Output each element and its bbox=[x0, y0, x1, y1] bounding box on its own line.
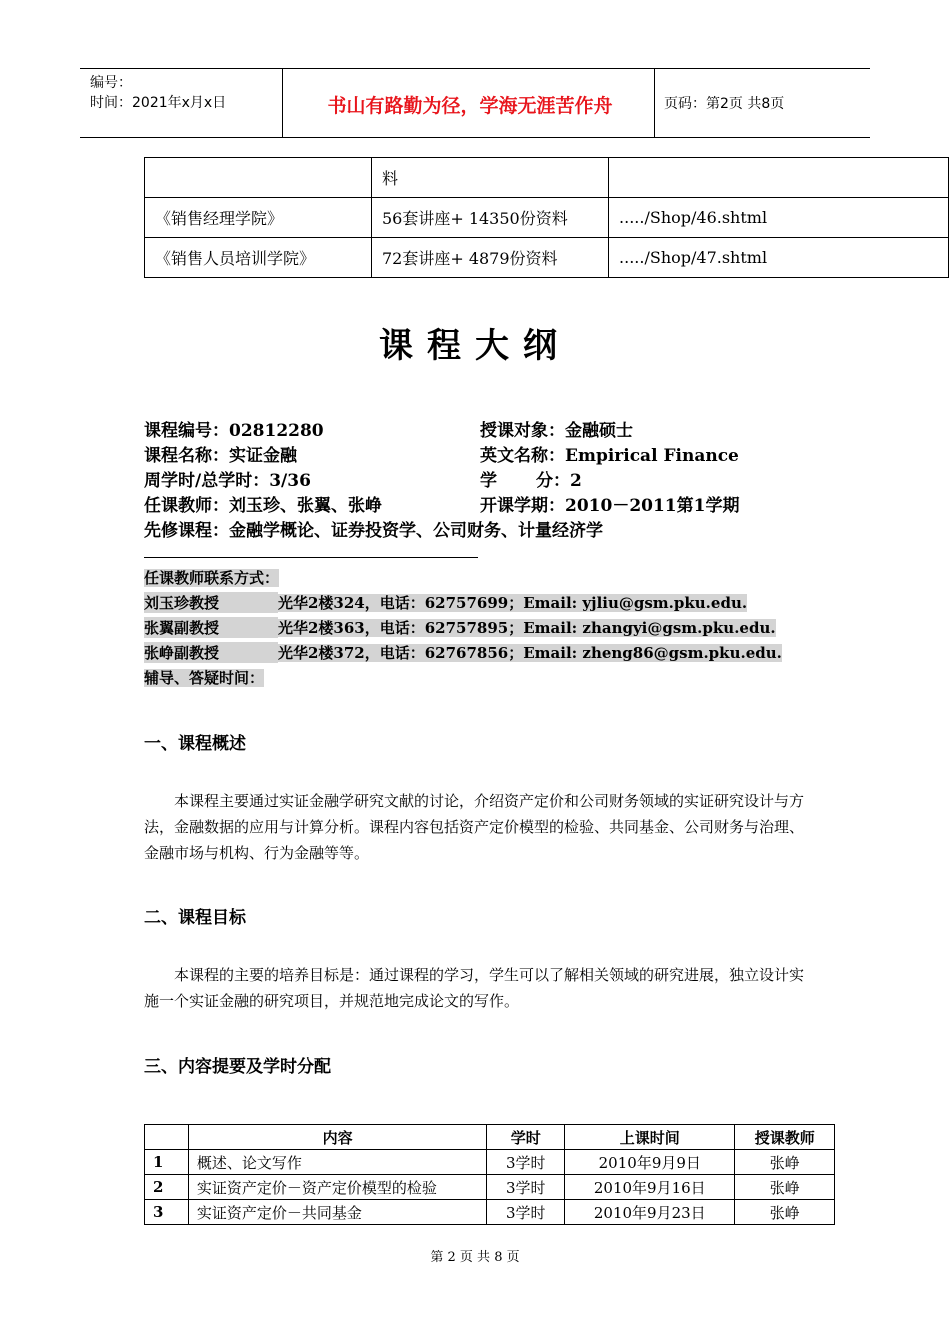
table-row bbox=[145, 1150, 835, 1175]
table-cell: 72套讲座+ 4879份资料 bbox=[371, 238, 608, 278]
header-divider bbox=[282, 69, 283, 137]
table-cell: 张峥 bbox=[735, 1175, 835, 1200]
schedule-table bbox=[144, 1124, 835, 1225]
table-cell: 《销售经理学院》 bbox=[145, 198, 372, 238]
table-row bbox=[145, 1175, 835, 1200]
contact-name: 刘玉珍教授 bbox=[144, 592, 278, 613]
section-title: 一、课程概述 bbox=[144, 734, 246, 754]
contact-info: 光华2楼363，电话：62757895；Email: zhangyi@gsm.pku.edu. bbox=[278, 619, 776, 637]
contact-info: 光华2楼324，电话：62757699；Email: yjliu@gsm.pku.edu. bbox=[278, 594, 748, 612]
course-target: 授课对象：金融硕士 bbox=[480, 421, 633, 441]
contact-row bbox=[144, 642, 782, 663]
course-credit-value: 分：2 bbox=[536, 471, 582, 491]
table-cell-link[interactable]: ...../Shop/46.shtml bbox=[609, 198, 949, 238]
contact-row bbox=[144, 592, 747, 613]
course-prerequisites: 先修课程：金融学概论、证券投资学、公司财务、计量经济学 bbox=[144, 521, 603, 541]
course-semester: 开课学期：2010－2011第1学期 bbox=[480, 496, 740, 516]
contact-name: 张翼副教授 bbox=[144, 617, 278, 638]
table-cell: 56套讲座+ 14350份资料 bbox=[371, 198, 608, 238]
resource-table bbox=[144, 157, 949, 278]
contacts-heading: 任课教师联系方式： bbox=[144, 569, 280, 587]
table-cell bbox=[609, 158, 949, 198]
page-footer: 第 2 页 共 8 页 bbox=[430, 1250, 520, 1265]
section-paragraph: 本课程主要通过实证金融学研究文献的讨论，介绍资产定价和公司财务领域的实证研究设计与方法，金融数据的应用与计算分析。课程内容包括资产定价模型的检验、共同基金、公司财务与治理、金融市场与机构、行为金融等等。 bbox=[144, 792, 805, 862]
section-paragraph: 本课程的主要的培养目标是：通过课程的学习，学生可以了解相关领域的研究进展，独立设计实施一个实证金融的研究项目，并规范地完成论文的写作。 bbox=[144, 966, 805, 1010]
table-cell: 3学时 bbox=[487, 1200, 565, 1225]
table-row bbox=[145, 1200, 835, 1225]
page-header bbox=[80, 68, 870, 138]
column-header: 上课时间 bbox=[565, 1125, 735, 1150]
table-cell: 2010年9月23日 bbox=[565, 1200, 735, 1225]
office-hours: 辅导、答疑时间： bbox=[144, 669, 265, 687]
table-row bbox=[145, 158, 949, 198]
section-title: 二、课程目标 bbox=[144, 908, 246, 928]
table-row bbox=[145, 238, 949, 278]
table-cell: 2 bbox=[145, 1175, 189, 1200]
table-cell: 3学时 bbox=[487, 1175, 565, 1200]
table-cell: 《销售人员培训学院》 bbox=[145, 238, 372, 278]
section-title: 三、内容提要及学时分配 bbox=[144, 1057, 331, 1077]
table-cell: 张峥 bbox=[735, 1200, 835, 1225]
document-title: 课程大纲 bbox=[379, 326, 571, 366]
divider bbox=[144, 557, 478, 558]
table-cell: 张峥 bbox=[735, 1150, 835, 1175]
course-english-name: 英文名称：Empirical Finance bbox=[480, 446, 739, 466]
course-teachers: 任课教师：刘玉珍、张翼、张峥 bbox=[144, 496, 382, 516]
header-code: 编号： bbox=[90, 75, 132, 91]
table-cell: 3 bbox=[145, 1200, 189, 1225]
table-row bbox=[145, 198, 949, 238]
table-cell: 2010年9月16日 bbox=[565, 1175, 735, 1200]
table-cell: 3学时 bbox=[487, 1150, 565, 1175]
column-header: 内容 bbox=[188, 1125, 487, 1150]
table-cell: 实证资产定价－共同基金 bbox=[188, 1200, 487, 1225]
contact-info: 光华2楼372，电话：62767856；Email: zheng86@gsm.pku.edu. bbox=[278, 644, 782, 662]
table-header-row bbox=[145, 1125, 835, 1150]
course-code: 课程编号：02812280 bbox=[144, 421, 324, 441]
table-cell bbox=[145, 158, 372, 198]
header-motto: 书山有路勤为径，学海无涯苦作舟 bbox=[327, 95, 613, 117]
header-page-number: 页码：第2页 共8页 bbox=[664, 96, 785, 112]
table-cell: 实证资产定价－资产定价模型的检验 bbox=[188, 1175, 487, 1200]
table-cell: 料 bbox=[371, 158, 608, 198]
table-cell: 1 bbox=[145, 1150, 189, 1175]
course-hours: 周学时/总学时：3/36 bbox=[144, 471, 311, 491]
course-credit-label: 学 bbox=[480, 471, 497, 491]
header-time: 时间：2021年x月x日 bbox=[90, 95, 227, 111]
table-cell-link[interactable]: ...../Shop/47.shtml bbox=[609, 238, 949, 278]
course-name: 课程名称：实证金融 bbox=[144, 446, 297, 466]
column-header: 授课教师 bbox=[735, 1125, 835, 1150]
contact-row bbox=[144, 617, 776, 638]
table-cell: 概述、论文写作 bbox=[188, 1150, 487, 1175]
contact-name: 张峥副教授 bbox=[144, 642, 278, 663]
column-header: 学时 bbox=[487, 1125, 565, 1150]
table-cell: 2010年9月9日 bbox=[565, 1150, 735, 1175]
column-header bbox=[145, 1125, 189, 1150]
header-meta bbox=[90, 73, 226, 113]
